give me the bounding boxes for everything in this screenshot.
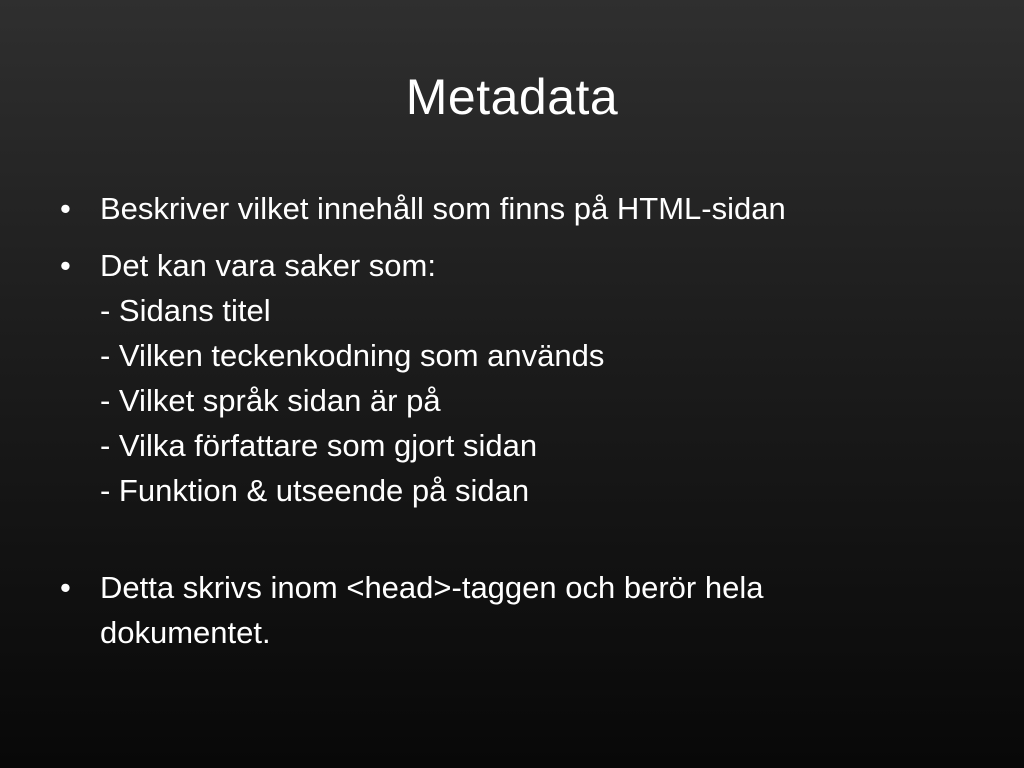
- sub-line: - Vilket språk sidan är på: [100, 383, 441, 418]
- slide-title: Metadata: [405, 69, 619, 125]
- sub-line: - Vilka författare som gjort sidan: [100, 428, 538, 463]
- sub-line: - Vilken teckenkodning som används: [100, 338, 605, 373]
- bullet-item: [56, 565, 976, 655]
- bullet-item: [56, 186, 976, 231]
- bullet-item: [56, 243, 976, 513]
- bullet-list: [56, 186, 976, 655]
- sub-line: - Funktion & utseende på sidan: [100, 473, 530, 508]
- bullet-dot-icon: •: [60, 191, 71, 226]
- bullet-text-continuation: dokumentet.: [100, 615, 271, 650]
- sub-line: - Sidans titel: [100, 293, 271, 328]
- bullet-dot-icon: •: [60, 248, 71, 283]
- bullet-dot-icon: •: [60, 570, 71, 605]
- bullet-text: Beskriver vilket innehåll som finns på HTML-sidan: [100, 191, 786, 226]
- bullet-text: Det kan vara saker som:: [100, 248, 436, 283]
- bullet-text: Detta skrivs inom <head>-taggen och berör hela: [100, 570, 764, 605]
